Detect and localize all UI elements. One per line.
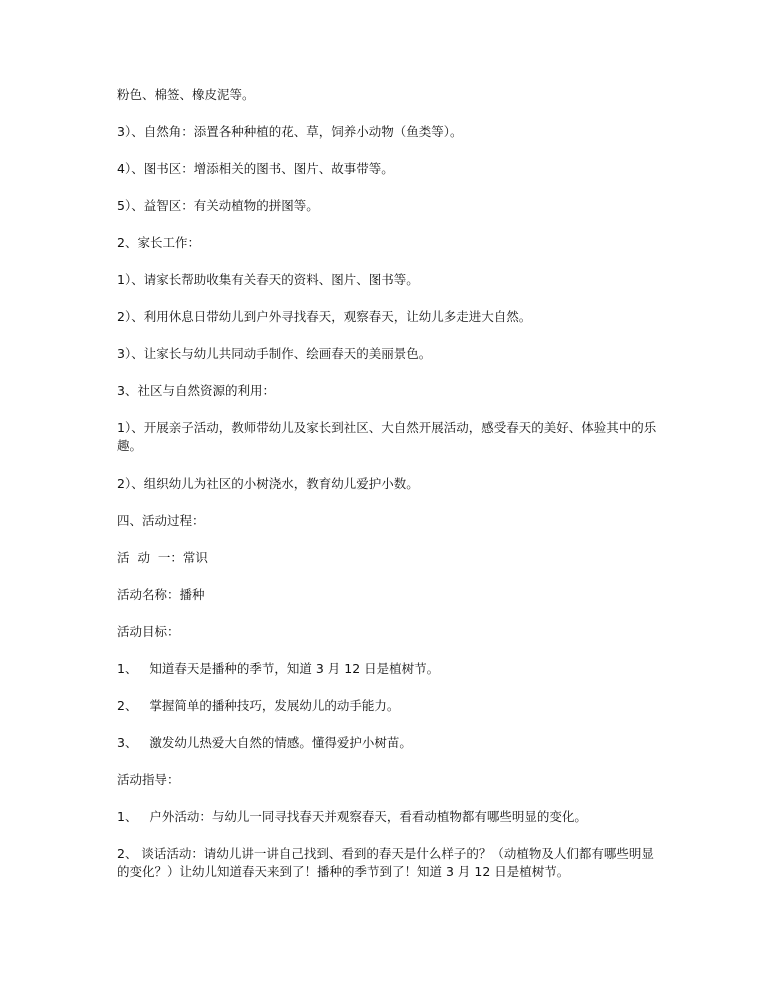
text-line: 5）、益智区：有关动植物的拼图等。 <box>117 198 319 213</box>
section-heading: 四、活动过程： <box>117 513 205 528</box>
text-line: 2）、组织幼儿为社区的小树浇水，教育幼儿爱护小数。 <box>117 476 419 491</box>
section-heading: 活动目标： <box>117 624 180 639</box>
section-heading: 2、家长工作： <box>117 235 200 250</box>
text-line: 2）、利用休息日带幼儿到户外寻找春天，观察春天，让幼儿多走进大自然。 <box>117 309 532 324</box>
list-item: 3、 激发幼儿热爱大自然的情感。懂得爱护小树苗。 <box>117 735 412 750</box>
list-item: 1、 知道春天是播种的季节，知道 3 月 12 日是植树节。 <box>117 661 440 676</box>
text-line: 3）、让家长与幼儿共同动手制作、绘画春天的美丽景色。 <box>117 346 432 361</box>
text-line: 粉色、棉签、橡皮泥等。 <box>117 87 255 102</box>
list-item: 1、 户外活动：与幼儿一同寻找春天并观察春天，看看动植物都有哪些明显的变化。 <box>117 809 587 824</box>
activity-title: 活 动 一：常识 <box>117 550 208 565</box>
text-paragraph: 1）、开展亲子活动，教师带幼儿及家长到社区、大自然开展活动，感受春天的美好、体验其中的乐趣。 <box>117 420 657 453</box>
section-heading: 活动指导： <box>117 772 180 787</box>
list-item-paragraph: 2、 谈话活动：请幼儿讲一讲自己找到、看到的春天是什么样子的？（动植物及人们都有哪些明显的变化？）让幼儿知道春天来到了！播种的季节到了！知道 3 月 12 日是植树节。 <box>117 846 654 879</box>
text-line: 3）、自然角：添置各种种植的花、草，饲养小动物（鱼类等）。 <box>117 124 463 139</box>
activity-name: 活动名称：播种 <box>117 587 205 602</box>
text-line: 1）、请家长帮助收集有关春天的资料、图片、图书等。 <box>117 272 419 287</box>
list-item: 2、 掌握简单的播种技巧，发展幼儿的动手能力。 <box>117 698 400 713</box>
section-heading: 3、社区与自然资源的利用： <box>117 383 275 398</box>
text-line: 4）、图书区：增添相关的图书、图片、故事带等。 <box>117 161 394 176</box>
